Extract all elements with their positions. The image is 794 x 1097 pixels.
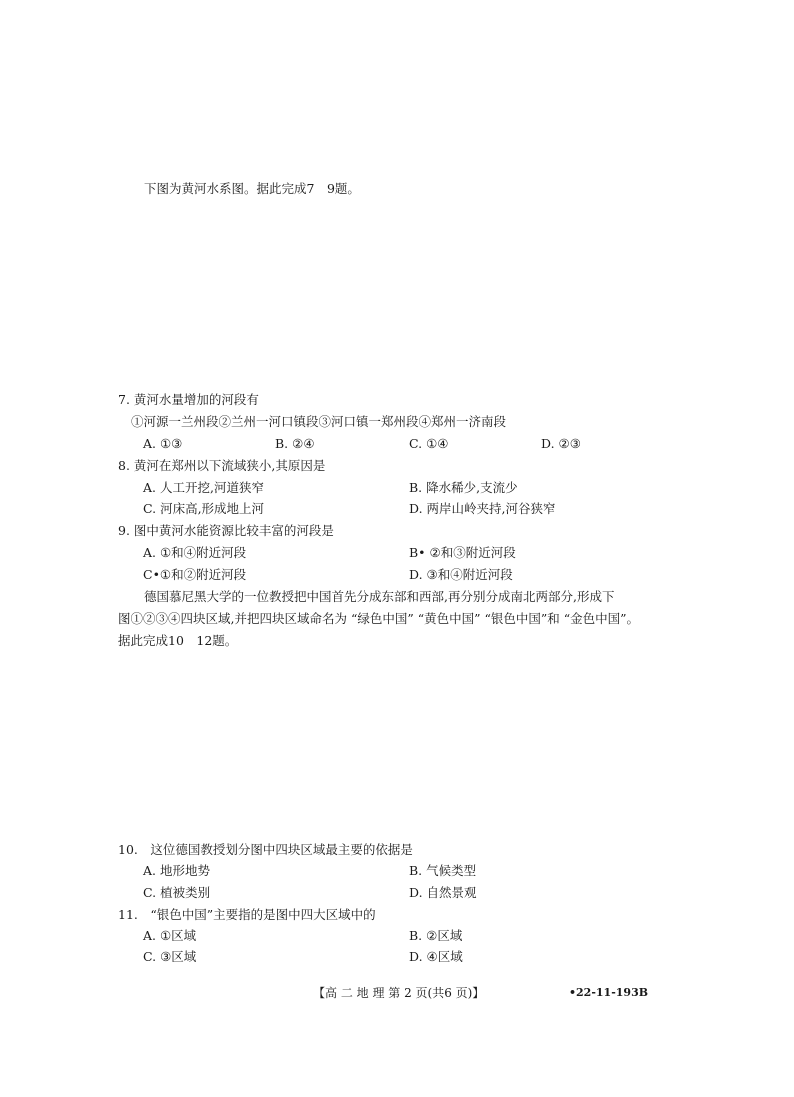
question-8-option-d: D. 两岸山岭夹持,河谷狭窄 (409, 501, 556, 516)
question-11-option-a: A. ①区域 (143, 928, 197, 943)
stimulus-line-2: 图①②③④四块区域,并把四块区域命名为 “绿色中国” “黄色中国” “银色中国”和 “金色中国”。 (118, 611, 639, 626)
question-9-option-a: A. ①和④附近河段 (143, 545, 247, 560)
question-10-option-a: A. 地形地势 (143, 863, 210, 878)
stimulus-line-3: 据此完成10 12题。 (118, 633, 238, 648)
question-9-option-d: D. ③和④附近河段 (409, 567, 513, 582)
question-7-option-a: A. ①③ (143, 436, 183, 451)
question-9-stem: 9. 图中黄河水能资源比较丰富的河段是 (118, 523, 334, 538)
question-11-option-d: D. ④区域 (409, 949, 463, 964)
question-8-option-c: C. 河床高,形成地上河 (143, 501, 265, 516)
question-8-option-b: B. 降水稀少,支流少 (409, 480, 518, 495)
question-7-option-d: D. ②③ (541, 436, 581, 451)
question-10-stem: 10. 这位德国教授划分图中四块区域最主要的依据是 (118, 842, 413, 857)
page-footer-label: 【高 二 地 理 第 2 页(共6 页)】 (313, 986, 485, 1000)
question-8-option-a: A. 人工开挖,河道狭窄 (143, 480, 264, 495)
exam-code: •22-11-193B (569, 986, 649, 999)
question-9-option-b: B• ②和③附近河段 (409, 545, 516, 560)
question-7-statements: ①河源一兰州段②兰州一河口镇段③河口镇一郑州段④郑州一济南段 (131, 414, 507, 429)
question-9-option-c: C•①和②附近河段 (143, 567, 247, 582)
question-7-stem: 7. 黄河水量增加的河段有 (118, 392, 259, 407)
question-7-option-b: B. ②④ (275, 436, 315, 451)
question-7-option-c: C. ①④ (409, 436, 449, 451)
stimulus-line-1: 德国慕尼黑大学的一位教授把中国首先分成东部和西部,再分别分成南北两部分,形成下 (144, 589, 615, 604)
question-11-stem: 11. “银色中国”主要指的是图中四大区域中的 (118, 907, 376, 922)
question-10-option-b: B. 气候类型 (409, 863, 477, 878)
question-8-stem: 8. 黄河在郑州以下流域狭小,其原因是 (118, 458, 326, 473)
question-11-option-b: B. ②区域 (409, 928, 463, 943)
question-10-option-d: D. 自然景观 (409, 885, 477, 900)
question-10-option-c: C. 植被类别 (143, 885, 211, 900)
intro-text-q7-9: 下图为黄河水系图。据此完成7 9题。 (144, 181, 360, 196)
figure-placeholder-china-regions (118, 655, 658, 835)
question-11-option-c: C. ③区域 (143, 949, 197, 964)
figure-placeholder-yellow-river (118, 205, 658, 385)
